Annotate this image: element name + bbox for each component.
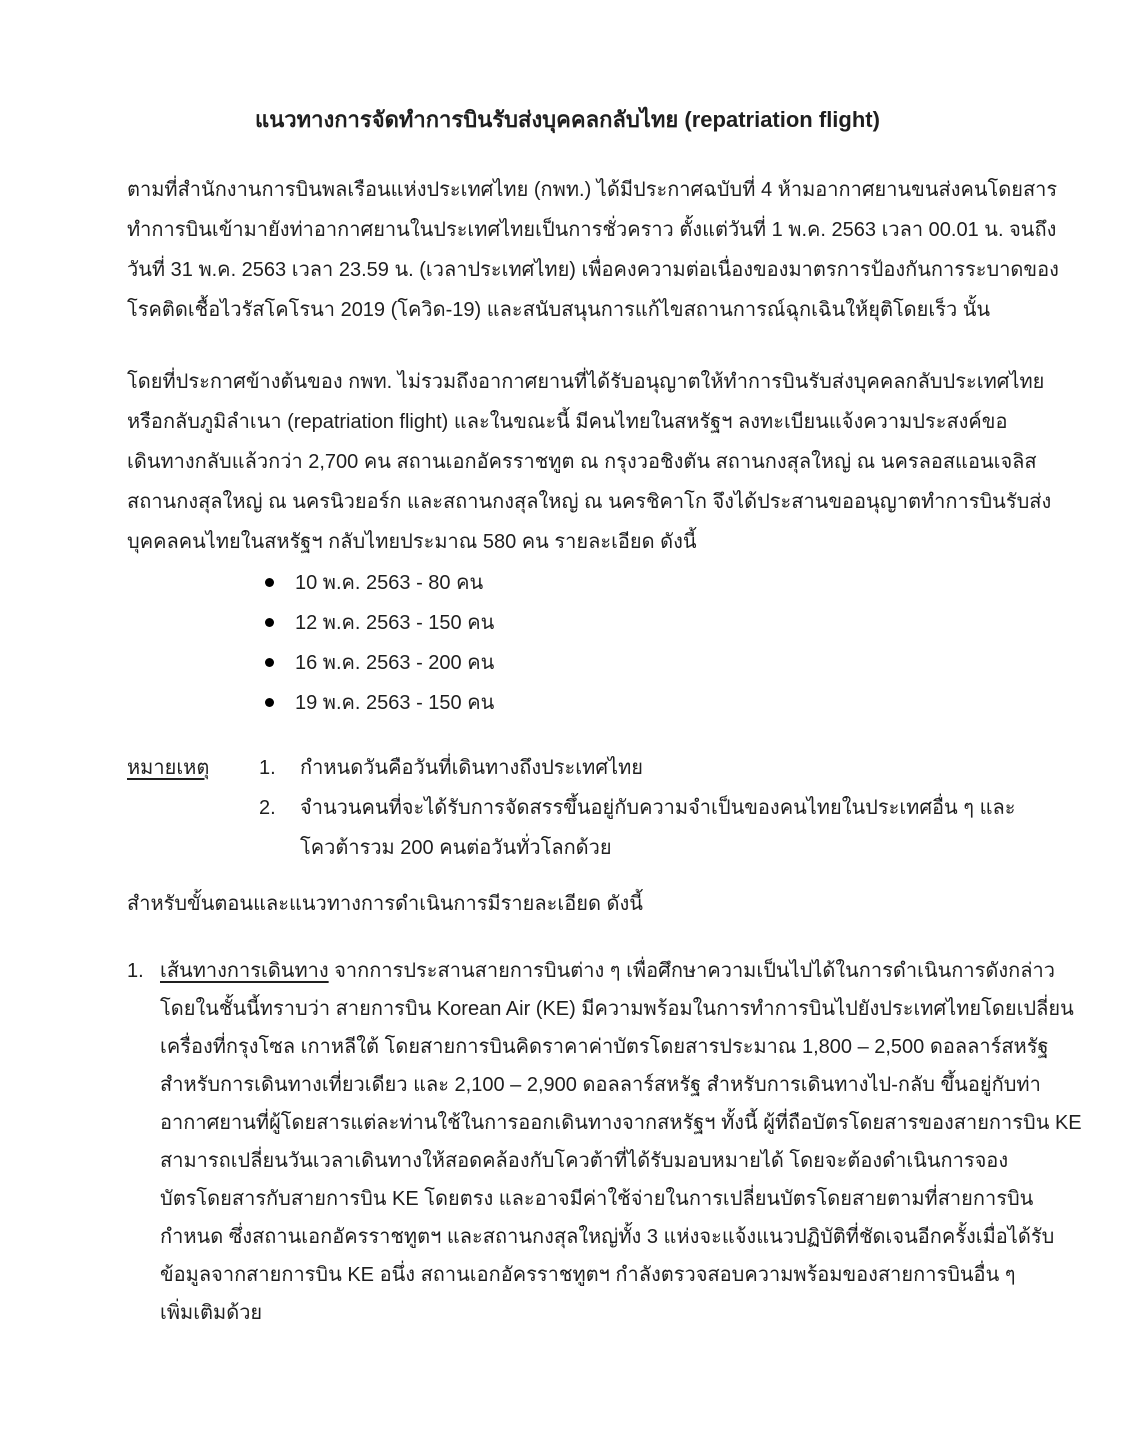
paragraph-line: กำหนด ซึ่งสถานเอกอัครราชทูตฯ และสถานกงสุลใหญ่ทั้ง 3 แห่งจะแจ้งแนวปฏิบัติที่ชัดเจนอีกครั้งเมื่อได้รับ xyxy=(160,1226,1055,1248)
note-items xyxy=(259,748,1015,868)
paragraph-line: บัตรโดยสารกับสายการบิน KE โดยตรง และอาจมีค่าใช้จ่ายในการเปลี่ยนบัตรโดยสายตามที่สายการบิน xyxy=(160,1188,1034,1210)
step-lead-text: จากการประสานสายการบินต่าง ๆ เพื่อศึกษาความเป็นไปได้ในการดำเนินการดังกล่าว xyxy=(328,960,1055,982)
bullet-icon xyxy=(265,618,274,627)
paragraph-announcement xyxy=(127,170,1059,330)
document-title: แนวทางการจัดทำการบินรับส่งบุคคลกลับไทย (repatriation flight) xyxy=(255,107,880,132)
note-item-text xyxy=(300,748,643,788)
paragraph-line: โควต้ารวม 200 คนต่อวันทั่วโลกด้วย xyxy=(300,837,612,859)
list-item-label: 12 พ.ค. 2563 - 150 คน xyxy=(295,612,495,634)
step-body xyxy=(160,952,1082,1332)
paragraph-line: หรือกลับภูมิลำเนา (repatriation flight) และในขณะนี้ มีคนไทยในสหรัฐฯ ลงทะเบียนแจ้งความประสงค์ขอ xyxy=(127,411,1008,433)
list-item xyxy=(127,682,1008,722)
paragraph-line xyxy=(160,952,1082,990)
note-item xyxy=(259,788,1015,868)
paragraph-line: กำหนดวันคือวันที่เดินทางถึงประเทศไทย xyxy=(300,757,643,779)
bullet-icon xyxy=(265,698,274,707)
note-label: หมายเหตุ xyxy=(127,757,210,779)
paragraph-line: เครื่องที่กรุงโซล เกาหลีใต้ โดยสายการบินคิดราคาค่าบัตรโดยสารประมาณ 1,800 – 2,500 ดอลลาร์สหรัฐ xyxy=(160,1036,1049,1058)
list-item xyxy=(127,642,1008,682)
paragraph-line: โดยที่ประกาศข้างต้นของ กพท. ไม่รวมถึงอากาศยานที่ได้รับอนุญาตให้ทำการบินรับส่งบุคคลกลับประเทศไทย xyxy=(127,371,1045,393)
paragraph-repatriation xyxy=(127,362,1052,562)
paragraph-line: จำนวนคนที่จะได้รับการจัดสรรขึ้นอยู่กับความจำเป็นของคนไทยในประเทศอื่น ๆ และ xyxy=(300,797,1016,819)
note-item-text xyxy=(300,788,1015,868)
paragraph-line: ทำการบินเข้ามายังท่าอากาศยานในประเทศไทยเป็นการชั่วคราว ตั้งแต่วันที่ 1 พ.ค. 2563 เวลา 00.01 น. จนถึง xyxy=(127,219,1057,241)
paragraph-line: ตามที่สำนักงานการบินพลเรือนแห่งประเทศไทย (กพท.) ได้มีประกาศฉบับที่ 4 ห้ามอากาศยานขนส่งคนโดยสาร xyxy=(127,179,1058,201)
list-number: 1. xyxy=(259,757,276,779)
paragraph-line: วันที่ 31 พ.ค. 2563 เวลา 23.59 น. (เวลาประเทศไทย) เพื่อคงความต่อเนื่องของมาตรการป้องกันการระบาดของ xyxy=(127,259,1059,281)
section-intro: สำหรับขั้นตอนและแนวทางการดำเนินการมีรายละเอียด ดังนี้ xyxy=(127,893,643,915)
paragraph-line: โรคติดเชื้อไวรัสโคโรนา 2019 (โควิด-19) และสนับสนุนการแก้ไขสถานการณ์ฉุกเฉินให้ยุติโดยเร็ว นั้น xyxy=(127,299,991,321)
list-item-label: 19 พ.ค. 2563 - 150 คน xyxy=(295,692,495,714)
list-number: 1. xyxy=(127,960,144,982)
list-item-label: 10 พ.ค. 2563 - 80 คน xyxy=(295,572,484,594)
bullet-icon xyxy=(265,658,274,667)
note-item xyxy=(259,748,1015,788)
list-item xyxy=(127,562,1008,602)
paragraph-line: บุคคลคนไทยในสหรัฐฯ กลับไทยประมาณ 580 คน รายละเอียด ดังนี้ xyxy=(127,531,697,553)
paragraph-line: โดยในชั้นนี้ทราบว่า สายการบิน Korean Air (KE) มีความพร้อมในการทำการบินไปยังประเทศไทยโดยเปลี่ยน xyxy=(160,998,1074,1020)
step-item-route xyxy=(127,952,1082,1332)
bullet-icon xyxy=(265,578,274,587)
paragraph-line: สามารถเปลี่ยนวันเวลาเดินทางให้สอดคล้องกับโควต้าที่ได้รับมอบหมายได้ โดยจะต้องดำเนินการจอง xyxy=(160,1150,1009,1172)
step-heading-underlined: เส้นทางการเดินทาง xyxy=(160,960,329,982)
flight-schedule-list xyxy=(127,562,1008,722)
paragraph-line: สถานกงสุลใหญ่ ณ นครนิวยอร์ก และสถานกงสุลใหญ่ ณ นครชิคาโก จึงได้ประสานขออนุญาตทำการบินรับส่ง xyxy=(127,491,1052,513)
list-item xyxy=(127,602,1008,642)
paragraph-line: สำหรับการเดินทางเที่ยวเดียว และ 2,100 – 2,900 ดอลลาร์สหรัฐ สำหรับการเดินทางไป-กลับ ขึ้นอยู่กับท่า xyxy=(160,1074,1041,1096)
paragraph-line: ข้อมูลจากสายการบิน KE อนึ่ง สถานเอกอัครราชทูตฯ กำลังตรวจสอบความพร้อมของสายการบินอื่น ๆ xyxy=(160,1264,1016,1286)
note-section xyxy=(127,748,1016,868)
list-number: 2. xyxy=(259,797,276,819)
paragraph-line: เพิ่มเติมด้วย xyxy=(160,1302,263,1324)
paragraph-line: อากาศยานที่ผู้โดยสารแต่ละท่านใช้ในการออกเดินทางจากสหรัฐฯ ทั้งนี้ ผู้ที่ถือบัตรโดยสารของสายการบิน KE xyxy=(160,1112,1082,1134)
list-item-label: 16 พ.ค. 2563 - 200 คน xyxy=(295,652,495,674)
paragraph-line: เดินทางกลับแล้วกว่า 2,700 คน สถานเอกอัครราชทูต ณ กรุงวอชิงตัน สถานกงสุลใหญ่ ณ นครลอสแอนเจลิส xyxy=(127,451,1037,473)
